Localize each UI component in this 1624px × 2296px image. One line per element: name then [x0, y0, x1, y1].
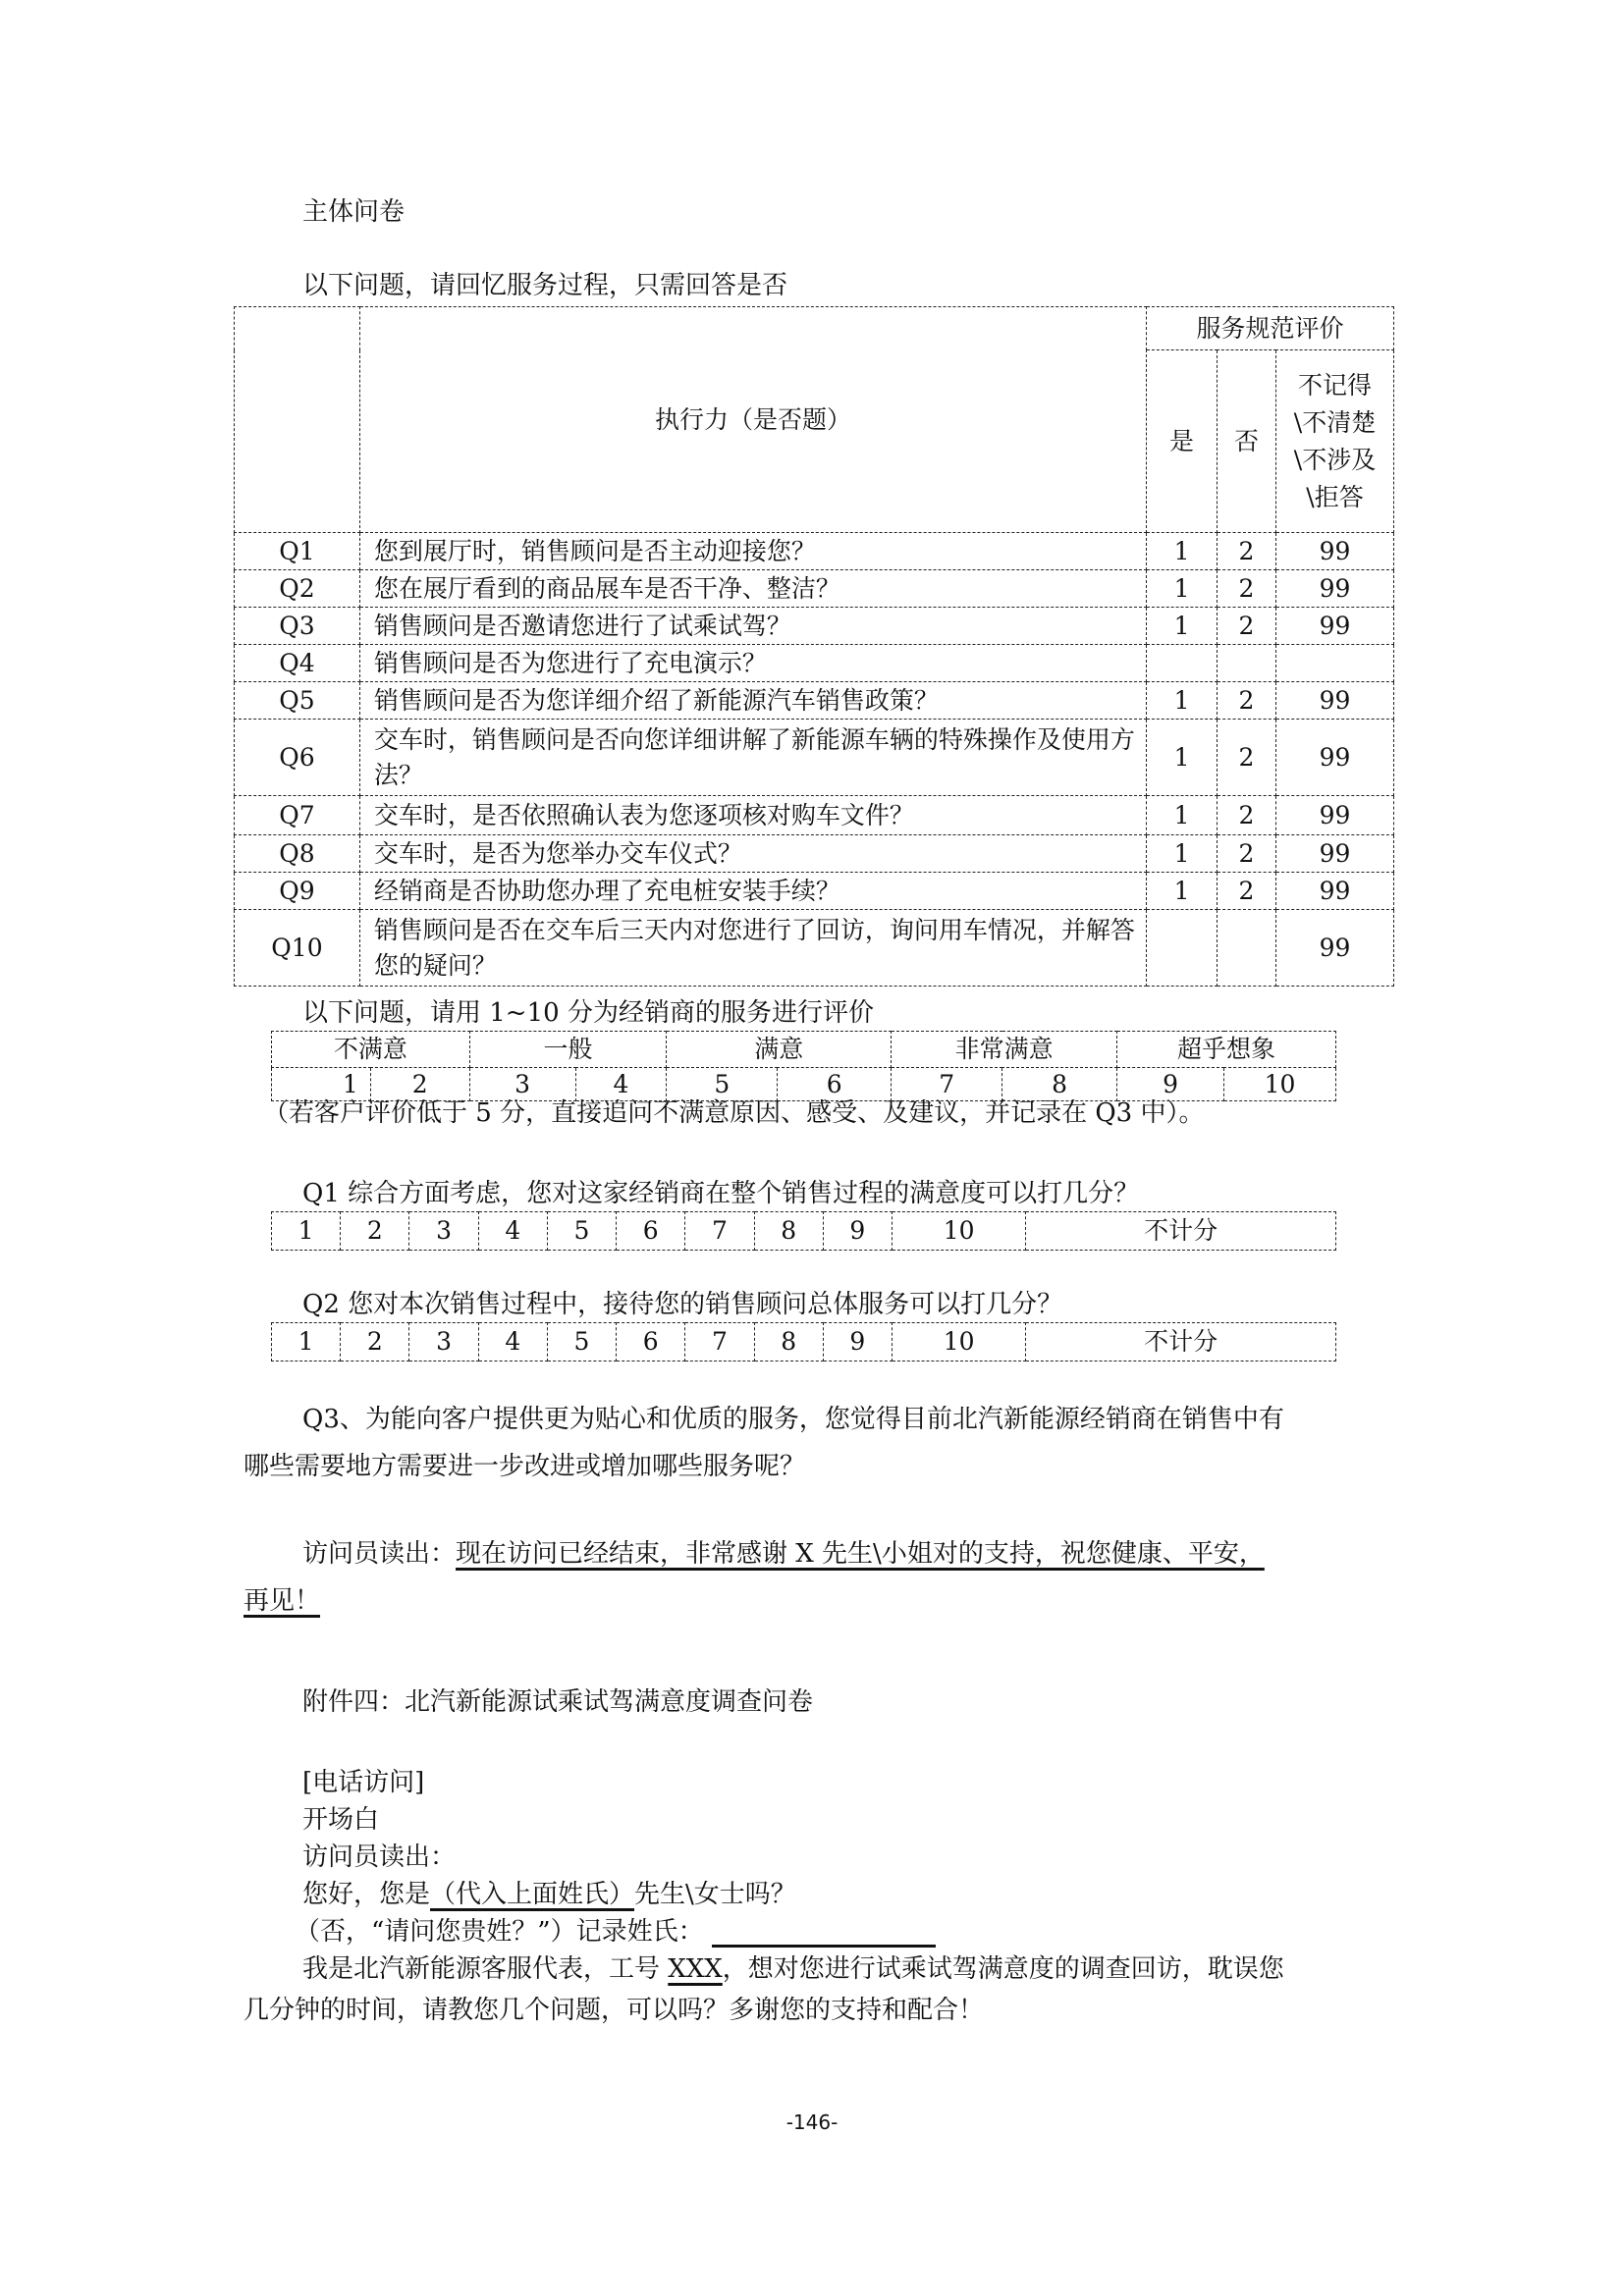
closing-script: 现在访问已经结束，非常感谢 X 先生\小姐对的支持，祝您健康、平安，: [456, 1539, 1265, 1569]
row-no[interactable]: 2: [1218, 720, 1276, 796]
row-yes[interactable]: 1: [1147, 796, 1218, 835]
scale-value: 9: [1117, 1068, 1224, 1101]
row-question: 销售顾问是否在交车后三天内对您进行了回访，询问用车情况，并解答您的疑问？: [359, 910, 1146, 987]
row-yes[interactable]: 1: [1147, 720, 1218, 796]
row-id: Q8: [235, 835, 360, 873]
row-question: 交车时，是否为您举办交车仪式？: [359, 835, 1146, 873]
table-row: [235, 796, 1394, 835]
row-id: Q1: [235, 533, 360, 570]
row-question: 销售顾问是否为您详细介绍了新能源汽车销售政策？: [359, 682, 1146, 720]
rating-q2-text: Q2 您对本次销售过程中，接待您的销售顾问总体服务可以打几分？: [302, 1290, 1063, 1319]
scale-value: 2: [370, 1068, 469, 1101]
yesno-table: [234, 306, 1394, 987]
header-yes-cell: 是: [1147, 350, 1218, 533]
row-no[interactable]: 2: [1218, 570, 1276, 608]
rating-q3-line1: Q3、为能向客户提供更为贴心和优质的服务，您觉得目前北汽新能源经销商在销售中有: [302, 1405, 1284, 1434]
row-id: Q4: [235, 645, 360, 682]
table-row: [235, 533, 1394, 570]
row-id: Q3: [235, 608, 360, 645]
scale-group: 不满意: [272, 1032, 470, 1068]
row-id: Q7: [235, 796, 360, 835]
header-group-cell: 服务规范评价: [1147, 307, 1394, 350]
rating-option[interactable]: 7: [685, 1323, 754, 1362]
scale-value: 1: [272, 1068, 371, 1101]
row-id: Q5: [235, 682, 360, 720]
scale-value: 8: [1002, 1068, 1117, 1101]
appendix-title: 附件四：北汽新能源试乘试驾满意度调查问卷: [302, 1687, 814, 1717]
rating-option-no-score[interactable]: 不计分: [1026, 1323, 1336, 1362]
rating-intro: 以下问题，请用 1~10 分为经销商的服务进行评价: [302, 998, 874, 1028]
rating-option[interactable]: 9: [823, 1323, 892, 1362]
row-no[interactable]: 2: [1218, 835, 1276, 873]
closing-line2: 再见！: [244, 1586, 321, 1616]
rating-option[interactable]: 5: [547, 1212, 616, 1251]
scale-group: 非常满意: [892, 1032, 1117, 1068]
row-no[interactable]: 2: [1218, 796, 1276, 835]
scale-value: 3: [469, 1068, 575, 1101]
closing-line: [302, 1538, 1265, 1570]
rating-q1-options: [271, 1211, 1336, 1251]
rating-option[interactable]: 1: [272, 1212, 341, 1251]
row-unknown[interactable]: 99: [1275, 570, 1393, 608]
rating-option[interactable]: 10: [892, 1212, 1025, 1251]
row-id: Q9: [235, 873, 360, 910]
appendix-mode: [电话访问]: [302, 1768, 425, 1797]
table-row: [235, 873, 1394, 910]
scale-value-row: [272, 1068, 1336, 1101]
scale-group: 一般: [469, 1032, 667, 1068]
intro-staff-id: XXX: [668, 1954, 723, 1984]
row-question: 交车时，销售顾问是否向您详细讲解了新能源车辆的特殊操作及使用方法？: [359, 720, 1146, 796]
row-no[interactable]: 2: [1218, 682, 1276, 720]
row-unknown[interactable]: 99: [1275, 796, 1393, 835]
row-question: 销售顾问是否为您进行了充电演示？: [359, 645, 1146, 682]
section-title: 主体问卷: [302, 197, 406, 227]
appendix-reader: 访问员读出：: [302, 1842, 457, 1872]
appendix-ask-name: [295, 1916, 936, 1948]
scale-group: 超乎想象: [1117, 1032, 1336, 1068]
rating-q2-options: [271, 1322, 1336, 1362]
yesno-intro: 以下问题，请回忆服务过程，只需回答是否: [302, 271, 788, 300]
row-yes[interactable]: 1: [1147, 835, 1218, 873]
table-row: [235, 645, 1394, 682]
page-number: -146-: [785, 2110, 839, 2134]
scale-value: 5: [667, 1068, 778, 1101]
row-no[interactable]: [1218, 910, 1276, 987]
row-no[interactable]: 2: [1218, 873, 1276, 910]
row-question: 经销商是否协助您办理了充电桩安装手续？: [359, 873, 1146, 910]
row-question: 您到展厅时，销售顾问是否主动迎接您？: [359, 533, 1146, 570]
greeting-fill: （代入上面姓氏）: [430, 1880, 635, 1909]
row-yes[interactable]: 1: [1147, 682, 1218, 720]
table-row: [235, 570, 1394, 608]
rating-option[interactable]: 5: [547, 1323, 616, 1362]
row-unknown[interactable]: 99: [1275, 873, 1393, 910]
scale-group: 满意: [667, 1032, 892, 1068]
scale-value: 6: [778, 1068, 892, 1101]
greeting-suffix: 先生\女士吗？: [634, 1880, 796, 1909]
scale-group-row: [272, 1032, 1336, 1068]
row-yes[interactable]: 1: [1147, 533, 1218, 570]
row-id: Q2: [235, 570, 360, 608]
rating-option[interactable]: 8: [754, 1323, 823, 1362]
greeting-prefix: 您好，您是: [302, 1880, 431, 1909]
row-question: 您在展厅看到的商品展车是否干净、整洁？: [359, 570, 1146, 608]
row-no[interactable]: 2: [1218, 533, 1276, 570]
appendix-opening: 开场白: [302, 1805, 380, 1835]
row-no[interactable]: 2: [1218, 608, 1276, 645]
rating-option[interactable]: 7: [685, 1212, 754, 1251]
row-question: 交车时，是否依照确认表为您逐项核对购车文件？: [359, 796, 1146, 835]
row-question: 销售顾问是否邀请您进行了试乘试驾？: [359, 608, 1146, 645]
row-unknown[interactable]: 99: [1275, 682, 1393, 720]
row-unknown[interactable]: 99: [1275, 835, 1393, 873]
row-unknown[interactable]: 99: [1275, 608, 1393, 645]
row-yes[interactable]: 1: [1147, 873, 1218, 910]
rating-option-no-score[interactable]: 不计分: [1026, 1212, 1336, 1251]
row-id: Q6: [235, 720, 360, 796]
intro-prefix: 我是北汽新能源客服代表，工号: [302, 1954, 669, 1984]
row-no[interactable]: [1218, 645, 1276, 682]
rating-option[interactable]: 6: [617, 1212, 685, 1251]
table-row: [235, 682, 1394, 720]
header-unknown-label: 不记得\不清楚\不涉及\拒答: [1293, 370, 1377, 511]
table-header-row: [235, 307, 1394, 350]
ask-name-label: （否，“请问您贵姓？”）记录姓氏：: [295, 1917, 704, 1947]
scale-value: 7: [892, 1068, 1002, 1101]
appendix-intro: [302, 1953, 1284, 1985]
scale-value: 4: [575, 1068, 667, 1101]
rating-note: （若客户评价低于 5 分，直接追问不满意原因、感受、及建议，并记录在 Q3 中）。: [263, 1098, 1205, 1128]
row-yes[interactable]: [1147, 910, 1218, 987]
row-yes[interactable]: [1147, 645, 1218, 682]
header-no-cell: 否: [1218, 350, 1276, 533]
row-unknown[interactable]: [1275, 645, 1393, 682]
rating-option[interactable]: 4: [478, 1212, 547, 1251]
table-row: [235, 835, 1394, 873]
row-unknown[interactable]: 99: [1275, 910, 1393, 987]
header-id-cell: [235, 307, 360, 533]
row-unknown[interactable]: 99: [1275, 533, 1393, 570]
rating-option[interactable]: 6: [617, 1323, 685, 1362]
rating-option[interactable]: 3: [409, 1323, 478, 1362]
rating-q3-line2: 哪些需要地方需要进一步改进或增加哪些服务呢？: [244, 1452, 806, 1481]
rating-q1-text: Q1 综合方面考虑，您对这家经销商在整个销售过程的满意度可以打几分？: [302, 1179, 1140, 1208]
closing-label: 访问员读出：: [302, 1539, 457, 1569]
rating-option[interactable]: 4: [478, 1323, 547, 1362]
intro-suffix: ，想对您进行试乘试驾满意度的调查回访，耽误您: [722, 1954, 1284, 1984]
rating-option[interactable]: 9: [823, 1212, 892, 1251]
header-main-cell: 执行力（是否题）: [359, 307, 1146, 533]
rating-option[interactable]: 2: [341, 1323, 409, 1362]
scale-legend-table: [271, 1031, 1336, 1101]
surname-blank-field[interactable]: [712, 1919, 936, 1948]
appendix-greeting: [302, 1879, 796, 1910]
row-unknown[interactable]: 99: [1275, 720, 1393, 796]
row-yes[interactable]: 1: [1147, 570, 1218, 608]
scale-value: 10: [1224, 1068, 1336, 1101]
row-yes[interactable]: 1: [1147, 608, 1218, 645]
table-row: [235, 910, 1394, 987]
table-row: [235, 608, 1394, 645]
rating-option[interactable]: 8: [754, 1212, 823, 1251]
appendix-intro-line2: 几分钟的时间，请教您几个问题，可以吗？多谢您的支持和配合！: [244, 1996, 985, 2025]
rating-option[interactable]: 3: [409, 1212, 478, 1251]
header-unknown-cell: [1275, 350, 1393, 533]
table-row: [235, 720, 1394, 796]
rating-option[interactable]: 1: [272, 1323, 341, 1362]
rating-option[interactable]: 2: [341, 1212, 409, 1251]
rating-option[interactable]: 10: [892, 1323, 1025, 1362]
row-id: Q10: [235, 910, 360, 987]
